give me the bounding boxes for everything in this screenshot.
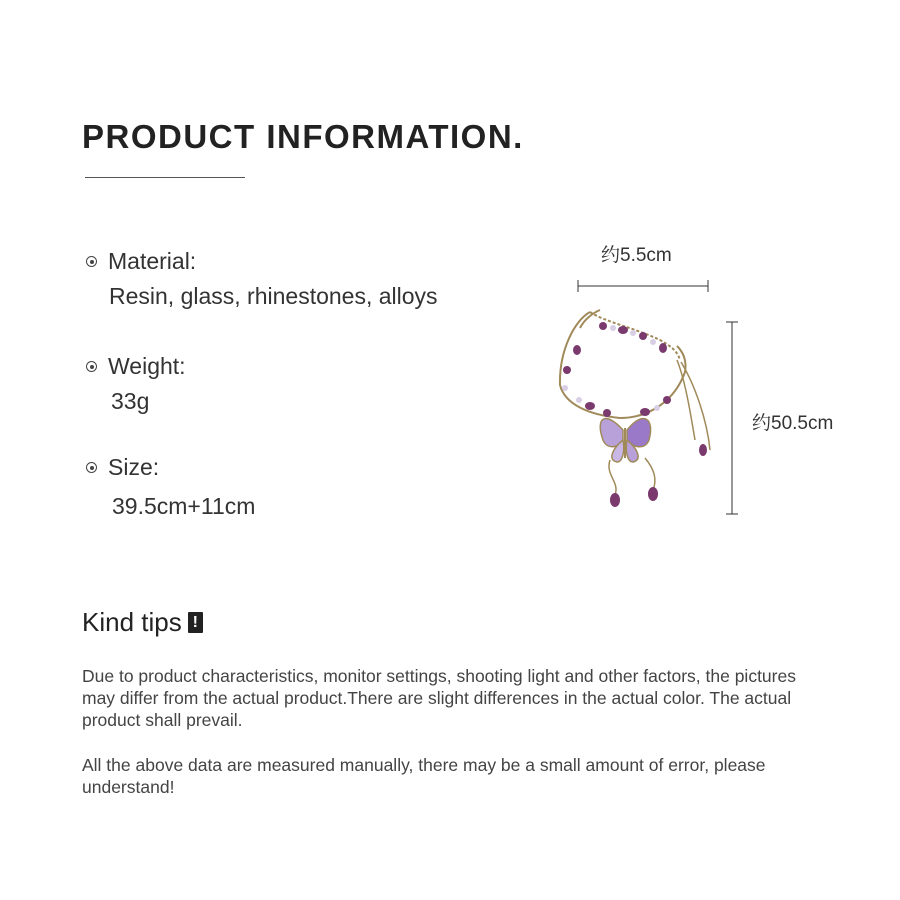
bullet-icon xyxy=(86,462,97,473)
tip-paragraph-2: All the above data are measured manually, there may be a small amount of error, please understand! xyxy=(82,755,766,797)
spec-label: Material: xyxy=(108,248,197,274)
exclamation-icon: ! xyxy=(188,612,203,633)
spec-value: 33g xyxy=(111,388,150,414)
bullet-icon xyxy=(86,361,97,372)
page-title: PRODUCT INFORMATION. xyxy=(82,118,524,155)
kind-tips-heading xyxy=(82,607,203,638)
height-dimension-line xyxy=(722,316,742,521)
necklace-image xyxy=(545,300,725,510)
spec-value: 39.5cm+11cm xyxy=(112,493,256,519)
height-dimension-label: 约50.5cm xyxy=(752,413,834,434)
spec-label: Size: xyxy=(108,454,160,480)
width-dimension-label: 约5.5cm xyxy=(601,245,672,266)
spec-label: Weight: xyxy=(108,353,186,379)
bullet-icon xyxy=(86,256,97,267)
spec-weight xyxy=(86,353,186,415)
width-dimension-line xyxy=(570,276,720,296)
spec-material xyxy=(86,248,438,310)
title-divider xyxy=(85,177,245,178)
spec-size xyxy=(86,454,255,520)
kind-tips-title: Kind tips xyxy=(82,607,182,637)
tip-paragraph-1: Due to product characteristics, monitor settings, shooting light and other factors, the pictures may differ from the actual product.There are slight differences in the actual color. The actual product shall prevail. xyxy=(82,666,796,730)
spec-value: Resin, glass, rhinestones, alloys xyxy=(109,283,438,309)
